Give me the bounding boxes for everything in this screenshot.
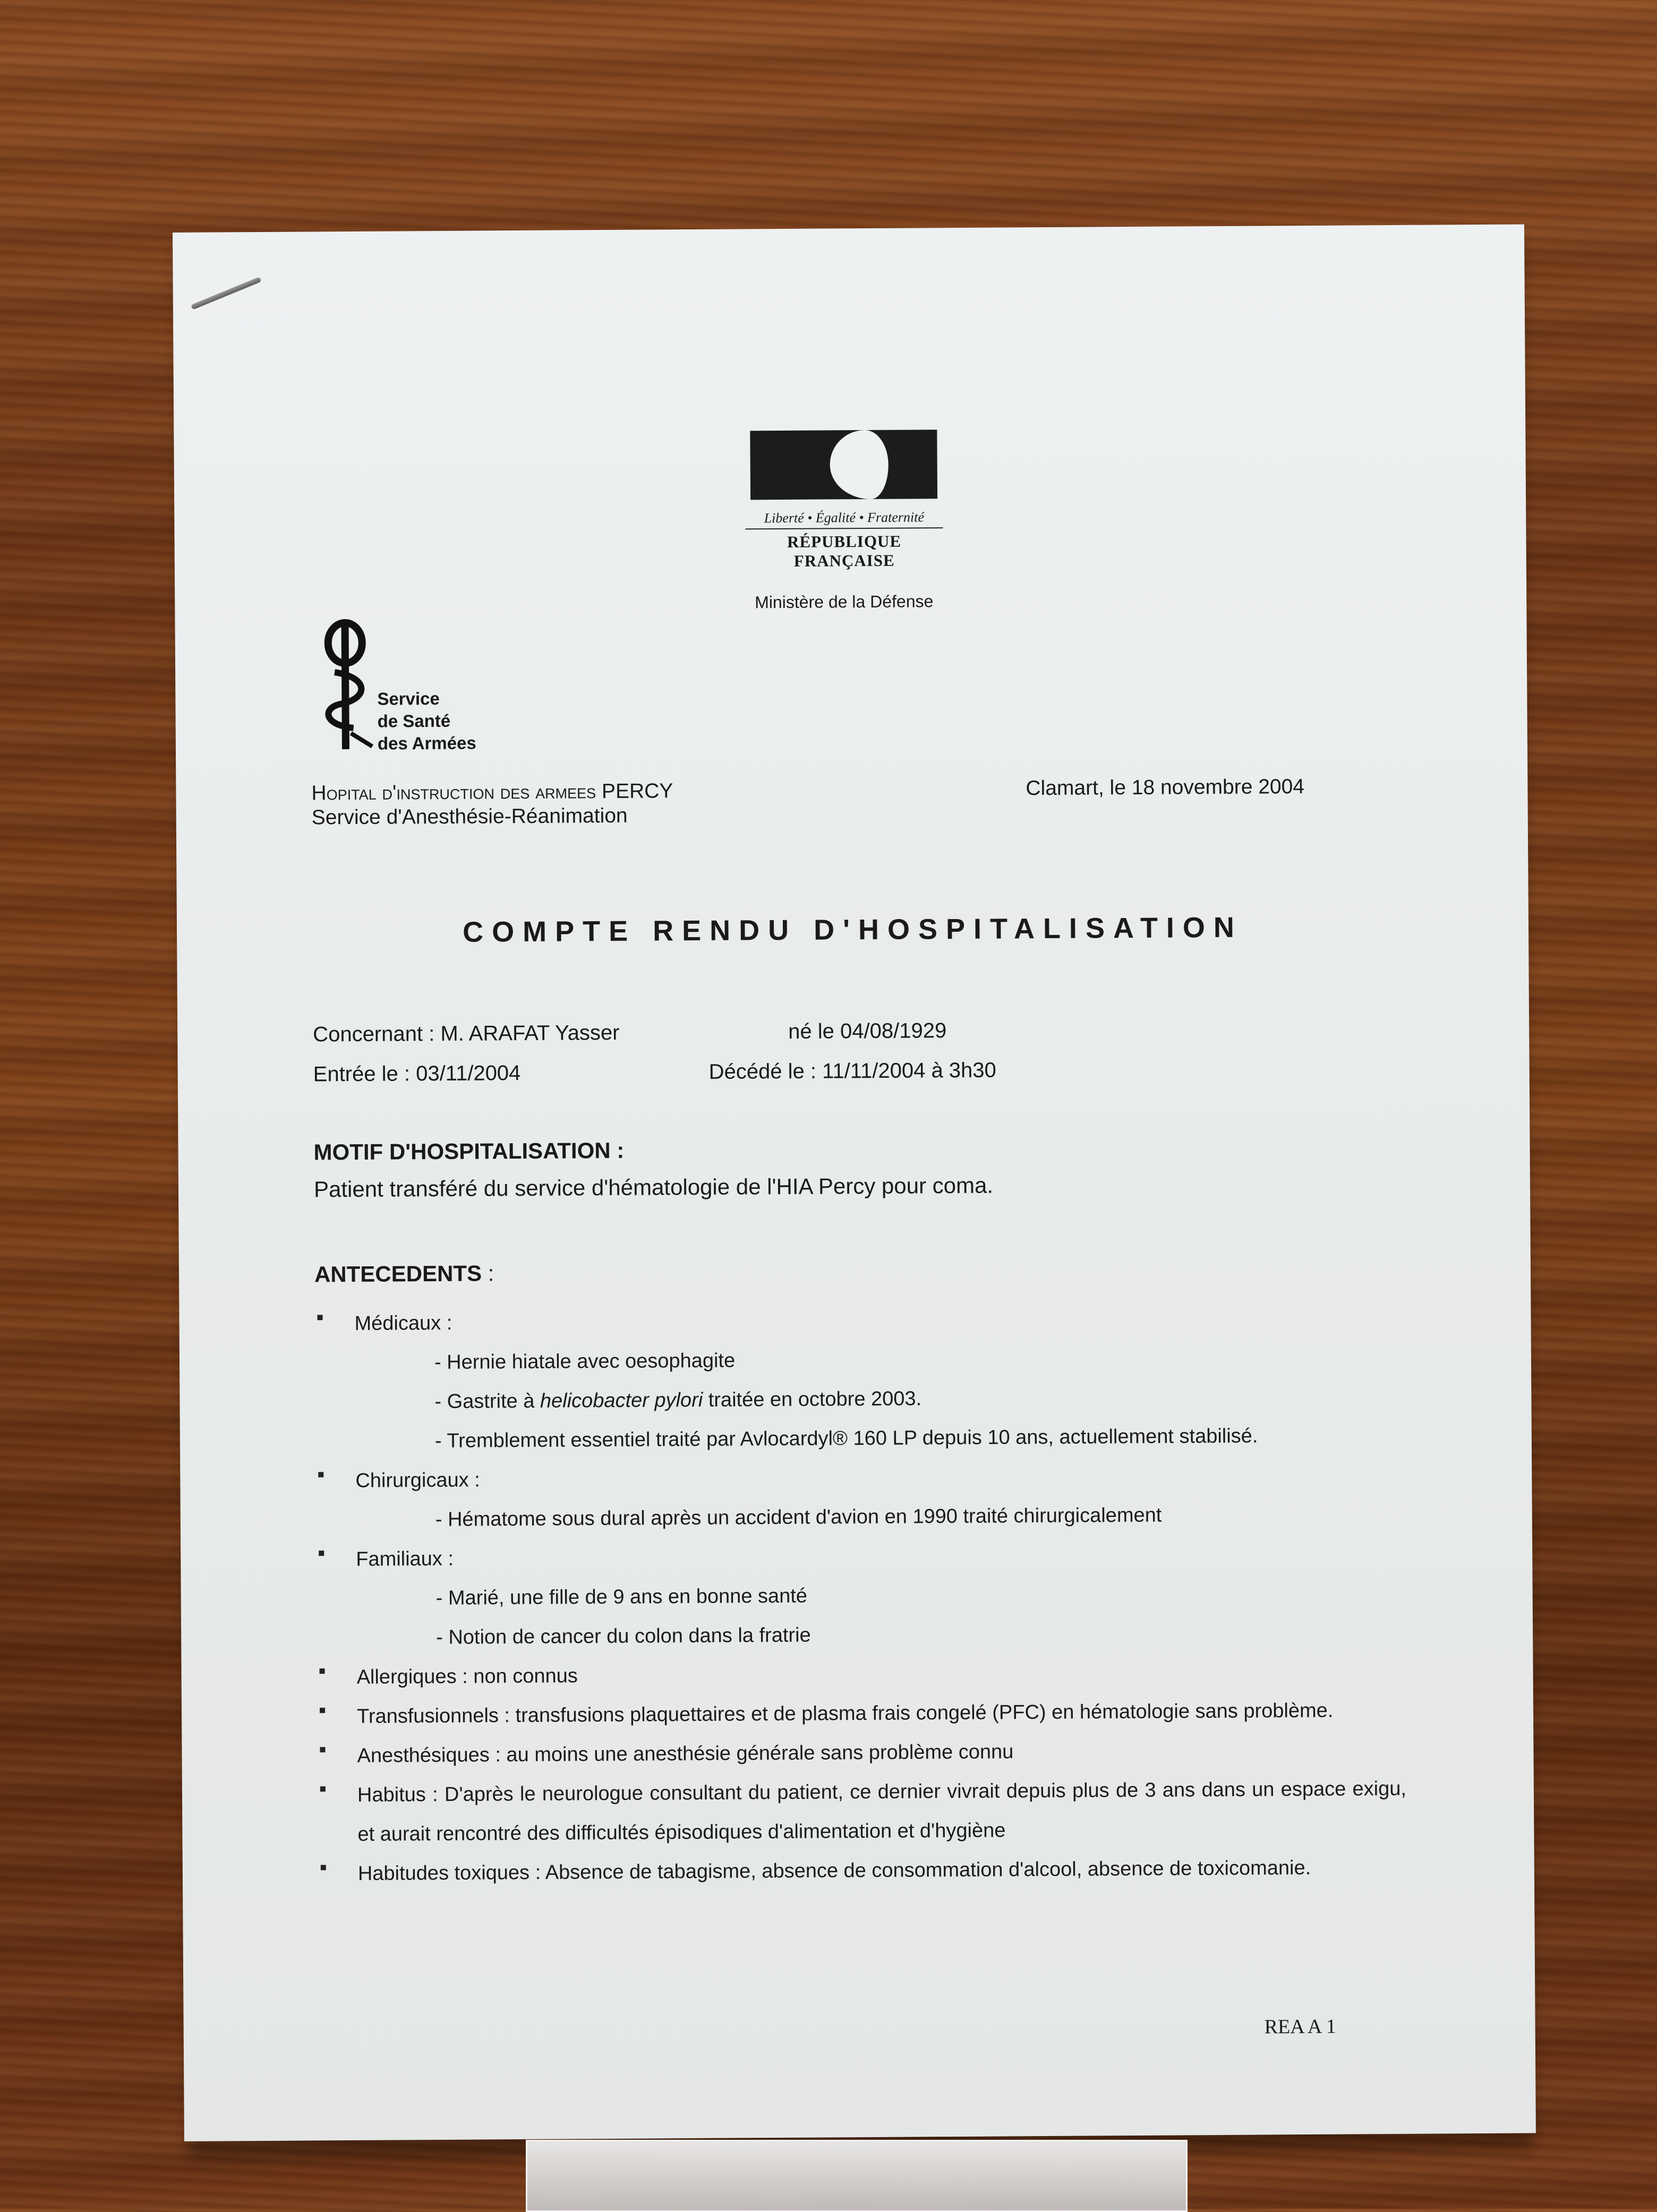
antecedents-heading: ANTECEDENTS :: [314, 1261, 494, 1287]
republique-francaise: RÉPUBLIQUE FRANÇAISE: [787, 531, 902, 570]
antecedents-list: [314, 1298, 1407, 1894]
concernant: Concernant : M. ARAFAT Yasser: [313, 1021, 620, 1047]
letterhead: [174, 426, 1525, 612]
motif-heading: MOTIF D'HOSPITALISATION :: [313, 1137, 625, 1165]
list-item: Habitudes toxiques : Absence de tabagisme, absence de consommation d'alcool, absence de toxicomanie.: [318, 1848, 1407, 1894]
hospital-block: Hopital d'instruction des armees PERCY Service d'Anesthésie-Réanimation: [311, 779, 673, 829]
document-page: [173, 224, 1536, 2141]
date-naissance: né le 04/08/1929: [788, 1019, 947, 1043]
service-name: Service d'Anesthésie-Réanimation: [311, 804, 628, 829]
list-item: Chirurgicaux : - Hématome sous dural après un accident d'avion en 1990 traité chirurgicalement: [315, 1455, 1405, 1540]
list-item: Anesthésiques : au moins une anesthésie générale sans problème connu: [317, 1730, 1406, 1776]
document-stand: [526, 2140, 1188, 2212]
list-item: Familiaux : - Marié, une fille de 9 ans en bonne santé - Notion de cancer du colon dans la fratrie: [316, 1533, 1405, 1658]
staple: [191, 277, 261, 310]
bullet-icon: [321, 1865, 326, 1870]
bullet-icon: [317, 1315, 322, 1320]
motif-text: Patient transféré du service d'hématologie de l'HIA Percy pour coma.: [313, 1172, 994, 1202]
service-sante-armees: Service de Santé des Armées: [377, 688, 476, 753]
list-item: Allergiques : non connus: [317, 1651, 1405, 1697]
bullet-icon: [320, 1668, 325, 1674]
hospital-name: Hopital d'instruction des armees: [311, 780, 596, 805]
republic-motto: Liberté • Égalité • Fraternité: [745, 509, 943, 529]
ministere-label: Ministère de la Défense: [755, 591, 934, 612]
list-item: Habitus : D'après le neurologue consultant du patient, ce dernier vivrait depuis plus de 3 ans dans un espace exigu, et aurait rencontré des difficultés épisodiques d'alimentation et d'hygiène: [318, 1769, 1407, 1855]
bullet-icon: [319, 1550, 324, 1556]
bullet-icon: [320, 1786, 326, 1791]
place-date: Clamart, le 18 novembre 2004: [1026, 775, 1305, 800]
page-reference: REA A 1: [1264, 2015, 1336, 2038]
bullet-icon: [320, 1708, 325, 1713]
bullet-icon: [318, 1472, 323, 1477]
bullet-icon: [320, 1747, 325, 1752]
list-item: Transfusionnels : transfusions plaquettaires et de plasma frais congelé (PFC) en hématologie sans problème.: [317, 1691, 1406, 1737]
document-title: COMPTE RENDU D'HOSPITALISATION: [462, 911, 1243, 948]
date-deces: Décédé le : 11/11/2004 à 3h30: [708, 1058, 996, 1084]
list-item: Médicaux : - Hernie hiatale avec oesophagite - Gastrite à helicobacter pylori traitée en octobre 2003. - Tremblement essentiel traité par Avlocardyl® 160 LP depuis 10 ans, actuellement stabilisé.: [314, 1298, 1404, 1462]
date-entree: Entrée le : 03/11/2004: [313, 1061, 521, 1086]
marianne-logo: [750, 430, 937, 500]
